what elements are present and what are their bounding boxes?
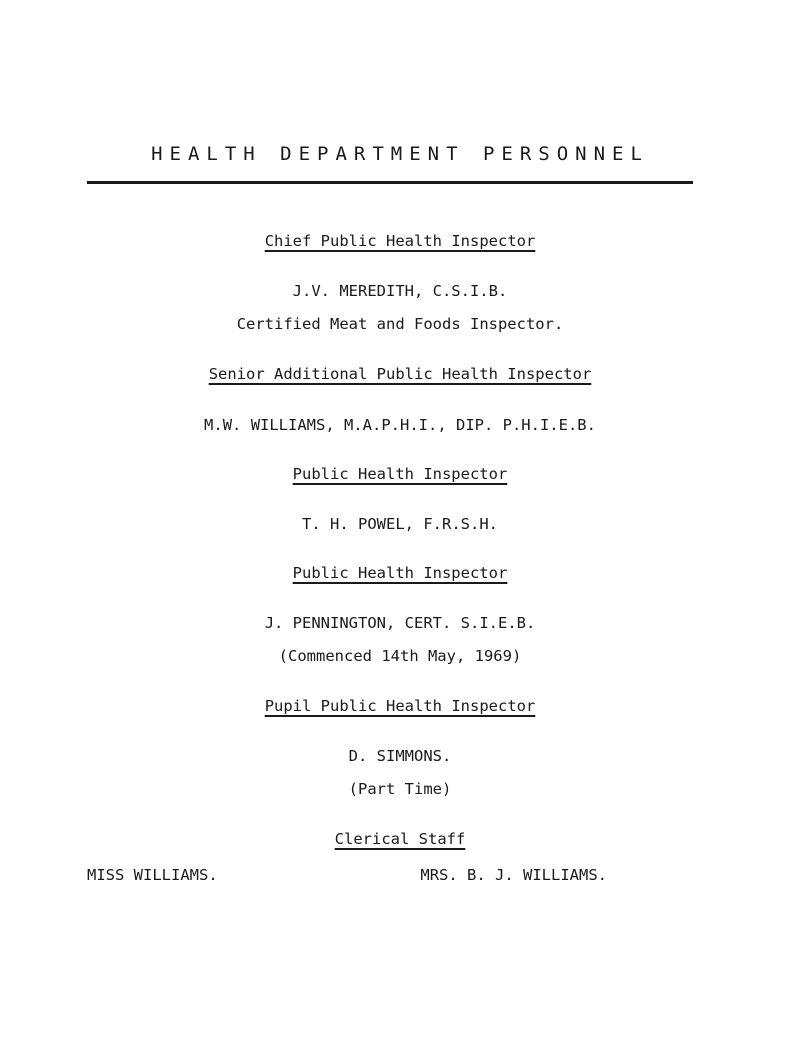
clerical-staff-heading-text: Clerical Staff [334,830,466,848]
clerical-staff-member-2: MRS. B. J. WILLIAMS. [420,866,607,884]
page-title: HEALTH DEPARTMENT PERSONNEL [151,143,649,165]
title-divider [87,181,693,184]
inspector-name-2: J. PENNINGTON, CERT. S.I.E.B. [264,614,536,632]
inspector-heading-1 [0,463,800,485]
clerical-staff-heading [0,828,800,850]
pupil-inspector-heading-text: Pupil Public Health Inspector [264,697,536,715]
senior-inspector-heading-text: Senior Additional Public Health Inspector [208,365,592,383]
chief-inspector-heading-text: Chief Public Health Inspector [264,232,536,250]
senior-inspector-name: M.W. WILLIAMS, M.A.P.H.I., DIP. P.H.I.E.B. [204,416,596,434]
inspector-heading-1-text: Public Health Inspector [292,465,508,483]
clerical-staff-member-1: MISS WILLIAMS. [87,866,218,884]
pupil-inspector-note: (Part Time) [348,780,452,798]
inspector-heading-2 [0,562,800,584]
senior-inspector-heading [0,363,800,385]
chief-inspector-note: Certified Meat and Foods Inspector. [236,315,564,333]
chief-inspector-heading [0,230,800,252]
pupil-inspector-heading [0,695,800,717]
pupil-inspector-name: D. SIMMONS. [348,747,452,765]
inspector-note-2: (Commenced 14th May, 1969) [278,647,522,665]
inspector-name-1: T. H. POWEL, F.R.S.H. [302,515,498,533]
inspector-heading-2-text: Public Health Inspector [292,564,508,582]
chief-inspector-name: J.V. MEREDITH, C.S.I.B. [292,282,508,300]
